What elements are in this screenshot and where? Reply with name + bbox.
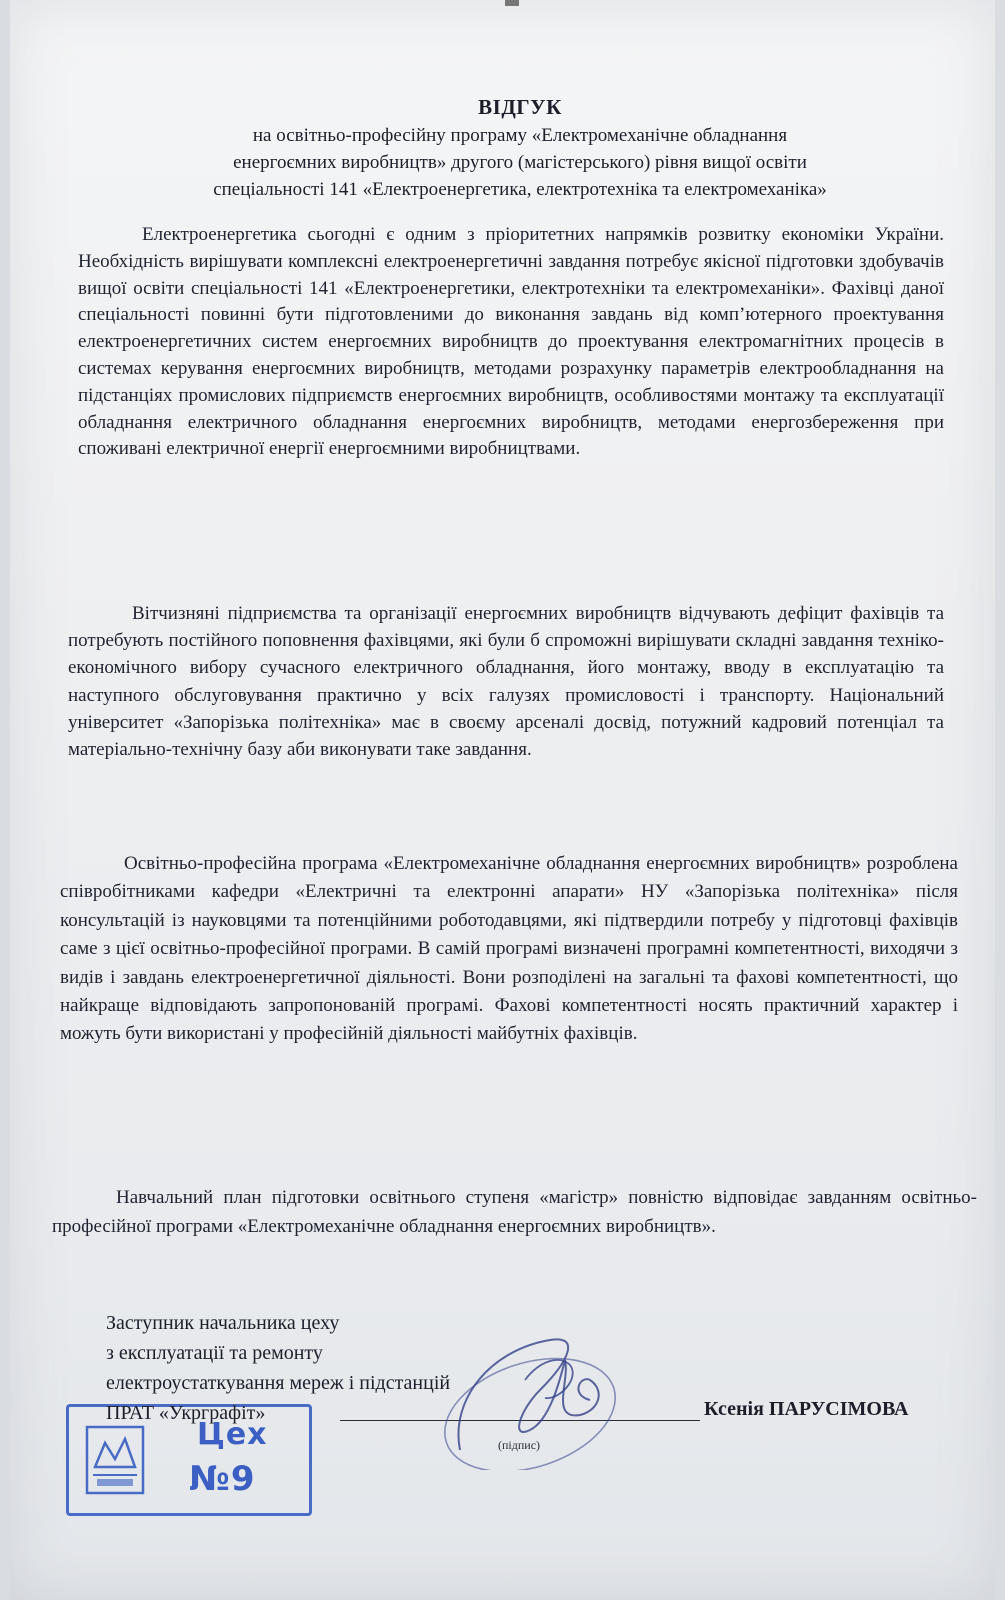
body-paragraph-1: Електроенергетика сьогодні є одним з пріоритетних напрямків розвитку економіки України. Необхідність вирішувати комплексні електроенергетичні завдання потребує якісної підготовки здобувачів вищої освіти спеціальності 141 «Електроенергетики, електротехніки та електромеханіки». Фахівці даної спеціальності повинні бути підготовленими до виконання завдань від комп’ютерного проектування електроенергетичних систем енергоємних виробництв до проектування електромагнітних процесів в системах керування енергоємних виробництв, методами розрахунку параметрів електрообладнання на підстанціях промислових підприємств енергоємних виробництв, особливостями монтажу та експлуатації обладнання електричного обладнання енергоємних виробництв, методами енергозбереження при споживані електричної енергії енергоємними виробництвами. [78,224,944,460]
company-logo-icon [83,1423,147,1497]
document-sheet [10,0,995,1600]
body-paragraph-3: Освітньо-професійна програма «Електромеханічне обладнання енергоємних виробництв» розроблена співробітниками кафедри «Електричні та електронні апарати» НУ «Запорізька політехніка» після консультацій із науковцями та потенційними роботодавцями, які підтвердили потребу у підготовці фахівців саме з цієї освітньо-професійної програми. В самій програмі визначені програмні компетентності, виходячи з видів і завдань електроенергетичної діяльності. Вони розподілені на загальні та фахові компетентності, що найкраще відповідають запропонованій програмі. Фахові компетентності носять практичний характер і можуть бути використані у професійній діяльності майбутніх фахівців. [60,853,958,1045]
signer-company: ПРАТ «Укрграфіт» [106,1402,266,1424]
document-subtitle-line-2: енергоємних виробництв» другого (магістерського) рівня вищої освіти [233,152,807,173]
body-paragraph-2: Вітчизняні підприємства та організації енергоємних виробництв відчувають дефіцит фахівців та потребують постійного поповнення фахівцями, які були б спроможні вирішувати складні завдання техніко-економічного вибору сучасного електричного обладнання, його монтажу, вводу в експлуатацію та наступного обслуговування практично у всіх галузях промисловості і транспорту. Національний університет «Запорізька політехніка» має в своєму арсеналі досвід, потужний кадровий потенціал та матеріально-технічну базу аби виконувати таке завдання. [68,603,944,761]
document-subtitle-line-1: на освітньо-професійну програму «Електромеханічне обладнання [252,125,788,146]
document-subtitle-line-3: спеціальності 141 «Електроенергетика, електротехніка та електромеханіка» [213,179,827,200]
signer-position-line-3: електроустаткування мереж і підстанцій [106,1372,451,1394]
handwritten-signature-icon [430,1320,630,1470]
signer-position [106,1308,450,1428]
signature-caption: (підпис) [498,1438,541,1452]
signer-position-line-2: з експлуатації та ремонту [106,1342,323,1364]
stamp-text-number: №9 [189,1459,256,1499]
body-paragraph-4: Навчальний план підготовки освітнього ступеня «магістр» повністю відповідає завданням освітньо-професійної програми «Електромеханічне обладнання енергоємних виробництв». [52,1187,977,1237]
signer-position-line-1: Заступник начальника цеху [106,1312,340,1334]
document-header [110,92,930,203]
document-title: ВІДГУК [478,95,562,119]
stamp-text-workshop: Цех [197,1417,268,1452]
scan-mark [505,0,519,6]
signer-name: Ксенія ПАРУСІМОВА [704,1398,909,1420]
